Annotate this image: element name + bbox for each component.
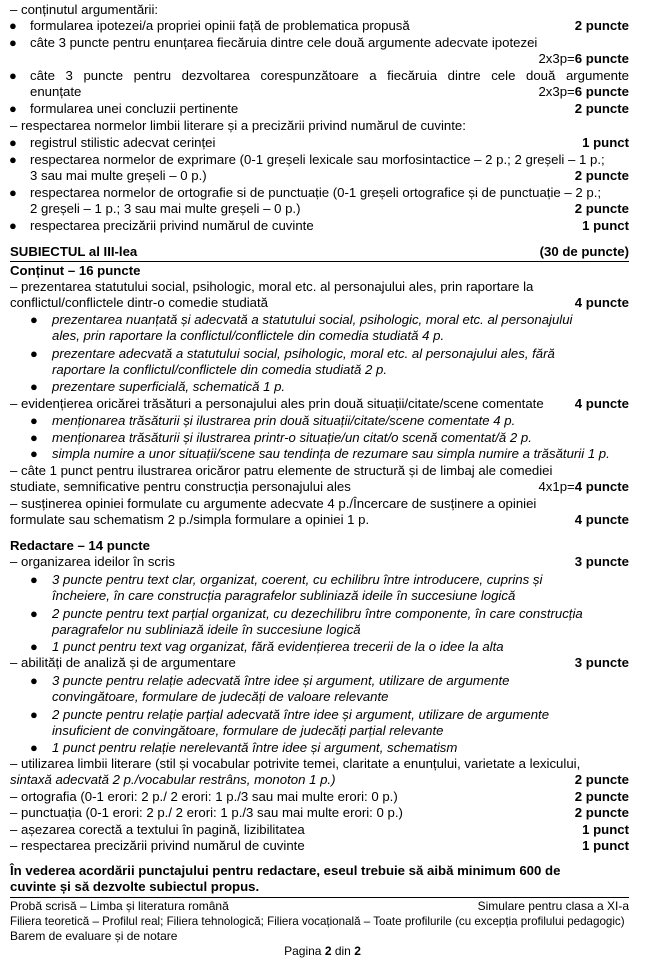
- criterion-item: ● respectarea precizării privind numărul de cuvinte 1 punct: [9, 218, 629, 233]
- sub-criterion: ● 2 puncte pentru relație parțial adecvată între idee și argument, utilizare de argumente: [30, 707, 550, 722]
- criterion-line: sintaxă adecvată 2 p./vocabular restrâns, monoton 1 p.) 2 puncte: [10, 772, 629, 787]
- criterion-item: ● respectarea normelor de ortografie si de punctuație (0-1 greșeli ortografice și de punctuație – 2 p.;: [9, 185, 602, 200]
- sub-criterion: ● prezentarea nuanțată și adecvată a statutului social, psihologic, moral etc. al personajului: [30, 312, 573, 327]
- section-heading-norms: – respectarea normelor limbii literare și a precizării privind numărul de cuvinte:: [10, 118, 466, 133]
- sub-criterion-cont: insuficient de convingătoare, formulare de judecăți parțial relevante: [52, 723, 444, 738]
- criterion-line: formulate sau schematism 2 p./simpla formulare a opiniei 1 p. 4 puncte: [10, 512, 629, 527]
- sub-criterion: ● 1 punct pentru relație nerelevantă între idee și argument, schematism: [30, 740, 458, 755]
- criterion-line: – abilități de analiză și de argumentare 3 puncte: [10, 655, 629, 670]
- criterion-line: – utilizarea limbii literare (stil și vocabular potrivite temei, claritate a enunțului, varietate a lexicului,: [10, 756, 581, 771]
- criterion-item: ● formularea ipotezei/a propriei opinii față de problematica propusă 2 puncte: [9, 18, 629, 33]
- criterion-item: ● câte 3 puncte pentru enunțarea fiecăruia dintre cele două argumente adecvate ipotezei: [9, 35, 538, 50]
- criterion-line: – organizarea ideilor în scris 3 puncte: [10, 554, 629, 569]
- sub-criterion-cont: convingătoare, formulare de judecăți de valoare relevante: [52, 689, 389, 704]
- sub-criterion: ● prezentare adecvată a statutului social, psihologic, moral etc. al personajului ales, fără: [30, 346, 555, 361]
- footer-divider: [10, 897, 629, 898]
- criterion-item: ● respectarea normelor de exprimare (0-1 greșeli lexicale sau morfosintactice – 2 p.; 2 greșeli – 1 p.;: [9, 152, 605, 167]
- footer-barem: Barem de evaluare și de notare: [10, 929, 178, 943]
- criterion-item: ● câte 3 puncte pentru dezvoltarea corespunzătoare a fiecăruia dintre cele două argumente: [9, 68, 629, 83]
- document-page: – conținutul argumentării: ● formularea ipotezei/a propriei opinii față de problematica propusă 2 puncte ● câte 3 puncte pentru enunțarea fiecăruia dintre cele două argumente adecvate ipotezei 2x3p=6 puncte ● câte 3 puncte pentru dezvoltarea corespunzătoare a fiecăruia dintre cele două argumente enunțate 2x3p=6 puncte ● formularea unei concluzii pertinente 2 puncte – respectarea normelor limbii literare și a precizării privind numărul de cuvinte: ● registrul stilistic adecvat cerinței 1 punct ● respectarea normelor de exprimare (0-1 greșeli lexicale sau morfosintactice – 2 p.; 2 greșeli – 1 p.; 3 sau mai multe greșeli – 0 p.) 2 puncte ● respectarea normelor de ortografie si de punctuație (0-1 greșeli ortografice și de punctuație – 2 p.; 2 greșeli – 1 p.; 3 sau mai multe greșeli – 0 p.) 2 puncte ● respectarea precizării privind numărul de cuvinte 1 punct SUBIECTUL al III-lea (30 de puncte) Conținut – 16 puncte – prezentarea statutului social, psihologic, moral etc. al personajului ales, prin raportare la conflictul/conflictele dintr-o comedie studiată 4 puncte ● prezentarea nuanțată și adecvată a statutului social, psihologic, moral etc. al personajului ales, prin raportare la conflictul/conflictele din comedia studiată 4 p. ● prezentare adecvată a statutului social, psihologic, moral etc. al personajului ales, fără raportare la conflictul/conflictele din comedia studiată 2 p. ● prezentare superficială, schematică 1 p. – evidențierea oricărei trăsături a personajului ales prin două situații/citate/scene comentate 4 puncte ● menționarea trăsăturii și ilustrarea prin două situații/citate/scene comentate 4 p. ● menționarea trăsăturii și ilustrarea printr-o situație/un citat/o scenă comentat/ă 2 p. ● simpla numire a unor situații/scene sau tendința de rezumare sau simpla numire a trăsăturii 1 p. – câte 1 punct pentru ilustrarea oricăror patru elemente de structură și de limbaj ale comediei studiate, semnificative pentru construcția personajului ales 4x1p=4 puncte – susținerea opiniei formulate cu argumente adecvate 4 p./Încercare de susținere a opiniei formulate sau schematism 2 p./simpla formulare a opiniei 1 p. 4 puncte Redactare – 14 puncte – organizarea ideilor în scris 3 puncte ● 3 puncte pentru text clar, organizat, coerent, cu echilibru între introducere, cuprins și încheiere, în care construcția paragrafelor subliniază ideile în succesiune logică ● 2 puncte pentru text parțial organizat, cu dezechilibru între componente, în care construcția paragrafelor nu subliniază ideile în succesiune logică ● 1 punct pentru text vag organizat, fără evidențierea trecerii de la o idee la alta – abilități de analiză și de argumentare 3 puncte ● 3 puncte pentru relație adecvată între idee și argument, utilizare de argumente convingătoare, formulare de judecăți de valoare relevante ● 2 puncte pentru relație parțial adecvată între idee și argument, utilizare de argumente insuficient de convingătoare, formulare de judecăți parțial relevante ● 1 punct pentru relație nerelevantă între idee și argument, schematism – utilizarea limbii literare (stil și vocabular potrivite temei, claritate a enunțului, varietate a lexicului, sintaxă adecvată 2 p./vocabular restrâns, monoton 1 p.) 2 puncte – ortografia (0-1 erori: 2 p./ 2 erori: 1 p./3 sau mai multe erori: 0 p.) 2 puncte – punctuația (0-1 erori: 2 p./ 2 erori: 1 p./3 sau mai multe erori: 0 p.) 2 puncte – așezarea corectă a textului în pagină, lizibilitatea 1 punct – respectarea precizării privind numărul de cuvinte 1 punct În vederea acordării punctajului pentru redactare, eseul trebuie să aibă minimum 600 de cuvinte și să dezvolte subiectul propus. Probă scrisă – Limba și literatura română Simulare pentru clasa a XI-a Filiera teoretică – Profilul real; Filiera tehnologică; Filiera vocațională – Toate profilurile (cu excepția profilului pedagogic) Barem de evaluare și de notare Pagina 2 din 2: [0, 0, 645, 963]
- criterion-line: – susținerea opiniei formulate cu argumente adecvate 4 p./Încercare de susținere a opiniei: [10, 496, 537, 511]
- footer-exam-name: Probă scrisă – Limba și literatura română: [10, 899, 229, 913]
- sub-criterion: ● 3 puncte pentru relație adecvată între idee și argument, utilizare de argumente: [30, 673, 510, 688]
- page-number: Pagina 2 din 2: [284, 944, 361, 958]
- criterion-line: conflictul/conflictele dintr-o comedie studiată 4 puncte: [10, 295, 629, 310]
- sub-criterion-cont: încheiere, în care construcția paragrafelor subliniază ideile în succesiune logică: [52, 588, 516, 603]
- sub-criterion: ● prezentare superficială, schematică 1 p.: [30, 379, 286, 394]
- criterion-line: – ortografia (0-1 erori: 2 p./ 2 erori: 1 p./3 sau mai multe erori: 0 p.) 2 puncte: [10, 789, 629, 804]
- final-note-cont: cuvinte și să dezvolte subiectul propus.: [10, 879, 260, 894]
- final-note: În vederea acordării punctajului pentru redactare, eseul trebuie să aibă minimum 600 de: [10, 863, 561, 878]
- criterion-item-cont: 2 greșeli – 1 p.; 3 sau mai multe greșeli – 0 p.) 2 puncte: [30, 201, 629, 216]
- criterion-item-cont: 3 sau mai multe greșeli – 0 p.) 2 puncte: [30, 168, 629, 183]
- divider: [10, 261, 629, 262]
- criterion-item: ● registrul stilistic adecvat cerinței 1 punct: [9, 135, 629, 150]
- criterion-item-cont: enunțate 2x3p=6 puncte: [30, 84, 629, 99]
- criterion-line: – câte 1 punct pentru ilustrarea oricăror patru elemente de structură și de limbaj ale comediei: [10, 463, 553, 478]
- criterion-line: – respectarea precizării privind numărul de cuvinte 1 punct: [10, 838, 629, 853]
- sub-criterion: ● 1 punct pentru text vag organizat, fără evidențierea trecerii de la o idee la alta: [30, 639, 504, 654]
- content-title: Conținut – 16 puncte: [10, 263, 141, 278]
- sub-criterion: ● 2 puncte pentru text parțial organizat, cu dezechilibru între componente, în care construcția: [30, 606, 583, 621]
- sub-criterion-cont: raportare la conflictul/conflictele din comedia studiată 2 p.: [52, 362, 387, 377]
- sub-criterion-cont: ales, prin raportare la conflictul/conflictele din comedia studiată 4 p.: [52, 328, 445, 343]
- criterion-item: ● formularea unei concluzii pertinente 2 puncte: [9, 101, 629, 116]
- criterion-line: studiate, semnificative pentru construcția personajului ales 4x1p=4 puncte: [10, 479, 629, 494]
- footer-simulation: Simulare pentru clasa a XI-a: [477, 899, 629, 913]
- sub-criterion: ● simpla numire a unor situații/scene sau tendința de rezumare sau simpla numire a trăsăturii 1 p.: [30, 446, 610, 461]
- criterion-line: – punctuația (0-1 erori: 2 p./ 2 erori: 1 p./3 sau mai multe erori: 0 p.) 2 puncte: [10, 805, 629, 820]
- footer-filiera: Filiera teoretică – Profilul real; Filiera tehnologică; Filiera vocațională – Toate profilurile (cu excepția profilului pedagogic): [10, 915, 625, 928]
- sub-criterion: ● menționarea trăsăturii și ilustrarea printr-o situație/un citat/o scenă comentat/ă 2 p.: [30, 430, 532, 445]
- section-heading-content: – conținutul argumentării:: [10, 2, 159, 17]
- criterion-line: – așezarea corectă a textului în pagină, lizibilitatea 1 punct: [10, 822, 629, 837]
- subject-title: SUBIECTUL al III-lea (30 de puncte): [10, 244, 629, 259]
- sub-criterion-cont: paragrafelor nu subliniază ideile în succesiune logică: [52, 622, 361, 637]
- criterion-line: – evidențierea oricărei trăsături a personajului ales prin două situații/citate/scene comentate 4 puncte: [10, 396, 629, 411]
- sub-criterion: ● 3 puncte pentru text clar, organizat, coerent, cu echilibru între introducere, cuprins și: [30, 572, 543, 587]
- criterion-line: – prezentarea statutului social, psihologic, moral etc. al personajului ales, prin raportare la: [10, 279, 534, 294]
- redactare-title: Redactare – 14 puncte: [10, 538, 150, 553]
- sub-criterion: ● menționarea trăsăturii și ilustrarea prin două situații/citate/scene comentate 4 p.: [30, 413, 516, 428]
